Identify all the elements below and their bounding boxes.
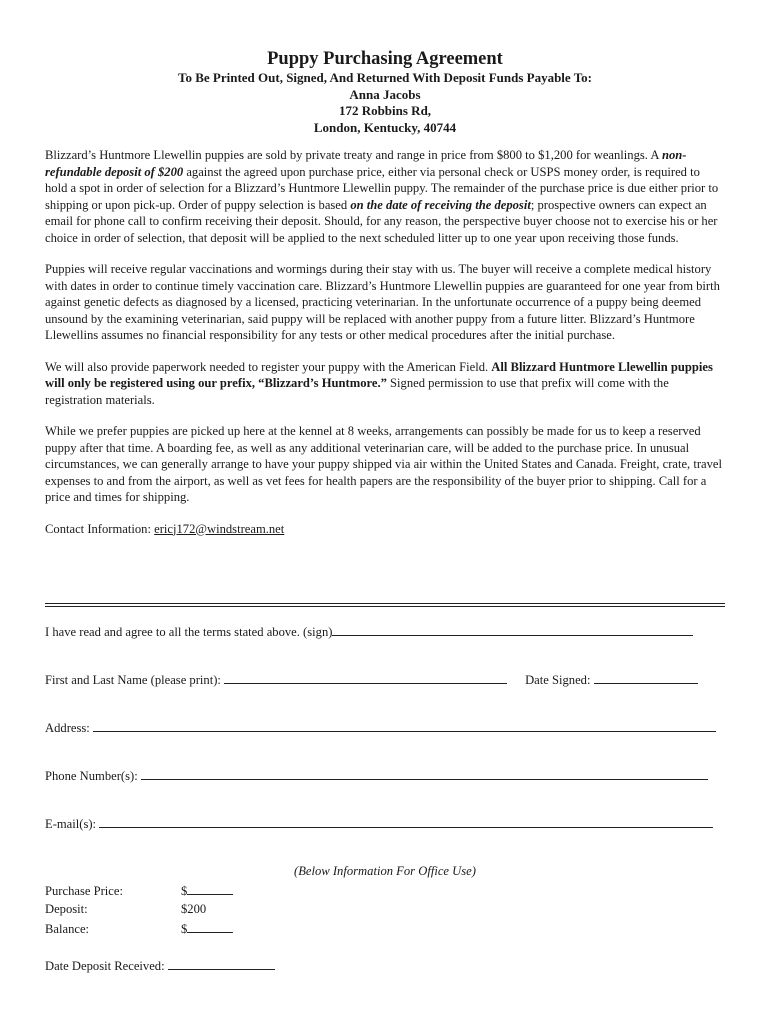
email-label: E-mail(s): — [45, 817, 100, 831]
purchase-price-value: $ — [181, 884, 188, 898]
pricing-text-2: against the agreed upon purchase price, either via personal check or USPS money order, is required to hold a spot in order of selection for a Blizzard’s Huntmore Llewellin puppy. The remainder of the purchase price is due either prior to shipping or upon pick-up. Order of puppy selection is based — [45, 164, 719, 212]
date-received-row — [45, 957, 275, 974]
date-received-field[interactable] — [168, 957, 275, 970]
registration-emphasis: All Blizzard Huntmore Llewellin puppies will only be registered using our prefix, “Blizzard’s Huntmore.” — [45, 359, 713, 390]
signature-line — [45, 623, 725, 640]
balance-field[interactable] — [187, 920, 233, 933]
balance-label: Balance: — [45, 922, 90, 936]
name-label: First and Last Name (please print): — [45, 673, 225, 687]
phone-line — [45, 767, 725, 784]
registration-text-2: Signed permission to use that prefix will come with the registration materials. — [45, 376, 669, 407]
payee-street: 172 Robbins Rd, — [338, 103, 432, 118]
deposit-emphasis: non-refundable deposit of $200 — [45, 148, 687, 179]
divider-rule-bottom — [45, 606, 725, 607]
paragraph-health: Puppies will receive regular vaccinations and wormings during their stay with us. The buyer will receive a complete medical history with dates in order to continue timely vaccination care. Blizzard’s Huntmore Llewellin puppies are guaranteed for one year from birth against genetic defects as diagnosed by a licensed, practicing veterinarian. In the unfortunate occurrence of a puppy being deemed unsound by the examining veterinarian, said puppy will be replaced with another puppy from a future litter. Blizzard’s Huntmore Llewellins assumes no financial responsibility for any tests or other medical procedures after the initial purchase. — [45, 262, 720, 342]
address-line — [45, 719, 725, 736]
email-line — [45, 815, 725, 832]
paragraph-registration — [45, 359, 725, 409]
pricing-text-3: ; prospective owners can expect an email for phone call to confirm receiving their deposit. Should, for any reason, the perspective buyer choose not to exercise his or her choice in order of selection, that deposit will be applied to the next scheduled litter up to one year upon receiving those funds. — [45, 197, 718, 245]
phone-label: Phone Number(s): — [45, 769, 141, 783]
signature-label: I have read and agree to all the terms stated above. (sign) — [45, 625, 333, 639]
divider-rule-top — [45, 603, 725, 604]
balance-row — [45, 920, 233, 937]
purchase-price-row — [45, 882, 233, 899]
office-use-heading: (Below Information For Office Use) — [294, 864, 476, 878]
purchase-price-field[interactable] — [187, 882, 233, 895]
deposit-value: $200 — [181, 902, 207, 916]
registration-text-1: We will also provide paperwork needed to register your puppy with the American Field. — [45, 359, 492, 374]
selection-emphasis: on the date of receiving the deposit — [350, 197, 531, 212]
paragraph-pickup: While we prefer puppies are picked up here at the kennel at 8 weeks, arrangements can possibly be made for us to keep a reserved puppy after that time. A boarding fee, as well as any additional veterinarian care, will be added to the purchase price. In unusual circumstances, we can generally arrange to have your puppy shipped via air within the United States and Canada. Freight, crate, travel expenses to and from the airport, as well as vet fees for health papers are the responsibility of the buyer prior to shipping. Call for a price and times for shipping. — [45, 424, 723, 504]
phone-field[interactable] — [141, 767, 708, 780]
date-signed-label: Date Signed: — [525, 673, 594, 687]
header-subtitle: To Be Printed Out, Signed, And Returned With Deposit Funds Payable To: — [177, 70, 593, 85]
payee-name: Anna Jacobs — [349, 86, 421, 102]
contact-line — [45, 521, 725, 538]
name-field[interactable] — [224, 671, 507, 684]
deposit-row — [45, 901, 206, 917]
email-field[interactable] — [99, 815, 713, 828]
contact-email-link[interactable]: ericj172@windstream.net — [154, 521, 285, 536]
name-date-line — [45, 671, 725, 688]
balance-value: $ — [181, 922, 188, 936]
address-field[interactable] — [93, 719, 716, 732]
signature-field[interactable] — [332, 623, 693, 636]
purchase-price-label: Purchase Price: — [45, 884, 123, 898]
deposit-label: Deposit: — [45, 902, 88, 916]
page-title: Puppy Purchasing Agreement — [267, 49, 503, 69]
date-signed-field[interactable] — [594, 671, 698, 684]
pricing-text-1: Blizzard’s Huntmore Llewellin puppies are sold by private treaty and range in price from $800 to $1,200 for weanlings. A — [45, 148, 662, 162]
address-label: Address: — [45, 721, 93, 735]
paragraph-pricing — [45, 147, 725, 246]
contact-label: Contact Information: — [45, 521, 155, 536]
agreement-body — [45, 48, 725, 537]
date-received-label: Date Deposit Received: — [45, 959, 168, 973]
payee-city: London, Kentucky, 40744 — [313, 119, 457, 135]
